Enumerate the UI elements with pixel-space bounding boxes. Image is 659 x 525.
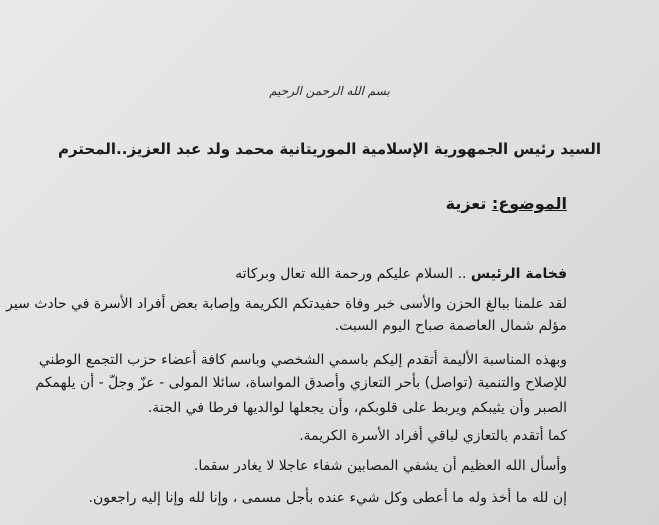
basmala: بسم الله الرحمن الرحيم (269, 84, 390, 98)
paragraph-5: إن لله ما أخذ وله ما أعطى وكل شيء عنده بأجل مسمى ، وإنا لله وإنا إليه راجعون. (88, 490, 567, 506)
greeting-rest: .. السلام عليكم ورحمة الله تعال وبركاته (235, 266, 471, 282)
paragraph-2-line-1: وبهذه المناسبة الأليمة أتقدم إليكم باسمي الشخصي وباسم كافة أعضاء حزب التجمع الوطني (38, 352, 567, 368)
greeting-line (235, 266, 567, 283)
paragraph-4: وأسأل الله العظيم أن يشفي المصابين شفاء عاجلا لا يغادر سقما. (193, 458, 567, 474)
paragraph-2-line-3: الصبر وأن يثيبكم ويربط على قلوبكم، وأن يجعلها لوالديها فرطا في الجنة. (147, 400, 567, 416)
recipient-line: السيد رئيس الجمهورية الإسلامية الموريتانية محمد ولد عبد العزيز..المحترم (57, 140, 602, 158)
paragraph-1-line-1: لقد علمنا ببالغ الحزن والأسى خبر وفاة حفيدتكم الكريمة وإصابة بعض أفراد الأسرة في حادث سير (6, 296, 567, 312)
subject-value: تعزية (445, 194, 492, 213)
paragraph-1-line-2: مؤلم شمال العاصمة صباح اليوم السبت. (334, 318, 567, 334)
paragraph-3: كما أتقدم بالتعازي لباقي أفراد الأسرة الكريمة. (299, 428, 567, 444)
subject-label: الموضوع: (491, 194, 567, 213)
paragraph-2-line-2: للإصلاح والتنمية (تواصل) بأحر التعازي وأصدق المواساة، سائلا المولى - عزّ وجلّ - أن يلهمكم (35, 375, 567, 391)
subject-line (446, 194, 567, 213)
greeting-head: فخامة الرئيس (470, 266, 567, 282)
